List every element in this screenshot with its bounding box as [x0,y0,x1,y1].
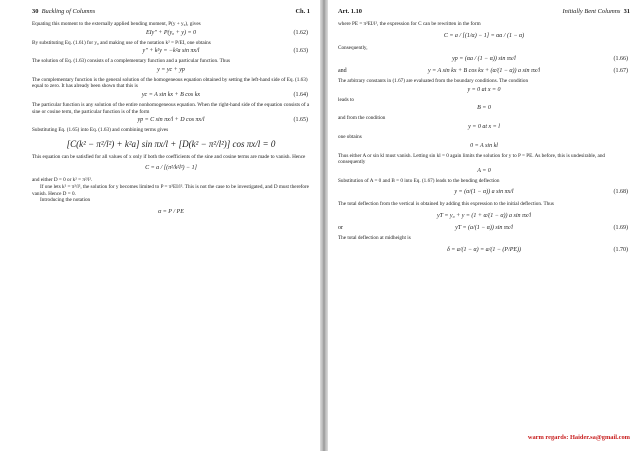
equation-text: y = (α/(1 − α)) a sin πx/l [454,189,514,196]
equation-number: (1.70) [613,246,628,253]
equation-text: yp = C sin πx/l + D cos πx/l [137,117,205,124]
left-running-title: Buckling of Columns [41,8,96,15]
equation-number: (1.67) [613,68,628,75]
equation-text: y = 0 at x = l [468,123,500,130]
equation-text: C = a / [(1/α) − 1] = αa / (1 − α) [443,32,525,39]
equation [338,168,630,175]
equation [338,31,630,41]
equation-text: C = a / [(π²/k²l²) − 1] [145,165,197,172]
paragraph: Substitution of A = 0 and B = 0 into Eq. (1.67) leads to the bending deflection [338,177,500,184]
paragraph: and either D = 0 or k² = π²/l². [32,177,93,184]
paragraph: where PE = π²EI/l², the expression for C can be rewritten in the form [338,21,481,27]
equation [338,187,630,197]
paragraph: The total deflection from the vertical is obtained by adding this expression to the initial deflection. Thus [338,201,554,208]
equation-text: y = yc + yp [157,66,185,73]
paragraph: By substituting Eq. (1.61) for y₀ and making use of the notation k² = P/EI, one obtains [32,39,211,46]
equation-text: [C(k² − π²/l²) + k²a] sin πx/l + [D(k² − π²/l²)] cos πx/l = 0 [66,138,276,149]
footer-signature: warm regards: Haider.sa@gmail.com [527,434,630,441]
right-article-label: Art. 1.10 [338,8,362,15]
equation-connector: and [338,68,347,75]
equation-text: EIy″ + P(y₀ + y) = 0 [145,29,197,36]
equation-text: y″ + k²y = −k²a sin πx/l [142,48,200,55]
equation [338,105,630,112]
equation-number: (1.63) [293,48,308,55]
equation [32,138,310,150]
equation-text: α = P / PE [158,208,184,215]
right-page-number: 31 [623,8,630,15]
equation [32,92,310,99]
right-page-body [338,21,630,255]
equation-text: y = 0 at x = 0 [467,86,501,93]
left-page-body [32,21,310,217]
equation [32,48,310,55]
equation-text: B = 0 [477,105,491,112]
book-spine [320,0,328,451]
paragraph: The particular function is any solution of the entire nonhomogeneous equation. When the right-hand side of the equation consists of a sine or cosine term, the particular function is of the form [32,101,310,115]
equation-text: 0 = A sin kl [470,142,498,149]
equation [338,245,630,255]
equation [338,225,630,232]
equation-connector: or [338,224,343,231]
equation-number: (1.66) [613,56,628,63]
paragraph: This equation can be satisfied for all values of x only if both the coefficients of the sine and cosine terms are made to vanish. Hence [32,153,306,160]
paragraph: The solution of Eq. (1.63) consists of a complementary function and a particular function. Thus [32,58,230,65]
paragraph: If one lets k² = π²/l², the solution for y becomes limited to P = π²EI/l². This is not the case to be investigated, and D must therefore vanish. Hence D = 0. [32,183,309,197]
equation-number: (1.64) [293,91,308,98]
paragraph: The complementary function is the general solution of the homogeneous equation obtained by setting the left-hand side of Eq. (1.63) equal to zero. It has already been shown that this is [32,76,308,90]
equation [32,163,310,173]
equation-text: δ = a/(1 − α) = a/(1 − (P/PE)) [446,246,522,253]
equation-number: (1.69) [613,224,628,231]
equation [338,87,630,94]
paragraph: Equating this moment to the externally applied bending moment, P(y + y₀), gives [32,21,201,27]
equation-text: A = 0 [477,167,491,174]
equation [32,207,310,217]
paragraph: Consequently, [338,44,368,51]
left-running-head [32,8,310,15]
equation-text: yc = A sin kx + B cos kx [141,91,201,98]
paragraph: Thus either A or sin kl must vanish. Letting sin kl = 0 again limits the solution for y to P = PE. As before, this is undesirable, and consequently [338,152,606,166]
equation [32,67,310,74]
equation [32,117,310,124]
equation-text: yT = (a/(1 − α)) sin πx/l [455,224,513,231]
equation [32,30,310,37]
equation-text: yT = y₀ + y = (1 + α/(1 − α)) a sin πx/l [436,212,531,219]
equation [338,211,630,221]
equation [338,143,630,150]
left-page-number: 30 [32,8,39,15]
equation-number: (1.62) [293,29,308,36]
right-running-head [338,8,630,15]
paragraph: one obtains [338,133,362,140]
right-page [328,0,638,451]
equation-number: (1.68) [613,189,628,196]
equation [338,124,630,131]
left-chapter-label: Ch. 1 [295,8,310,15]
equation [338,54,630,64]
left-page [0,0,318,451]
paragraph: leads to [338,96,354,103]
paragraph: and from the condition [338,115,386,122]
paragraph: Substituting Eq. (1.65) into Eq. (1.63) and combining terms gives [32,127,169,134]
paragraph: The arbitrary constants in (1.67) are evaluated from the boundary conditions. The condition [338,78,529,85]
equation-text: y = A sin kx + B cos kx + (α/(1 − α)) a sin πx/l [427,68,541,75]
paragraph: Introducing the notation [40,197,91,204]
right-running-title: Initially Bent Columns [562,8,621,15]
equation-number: (1.65) [293,117,308,124]
equation [338,68,630,75]
paragraph: The total deflection at midheight is [338,234,411,241]
equation-text: yp = (αa / (1 − α)) sin πx/l [452,56,516,63]
